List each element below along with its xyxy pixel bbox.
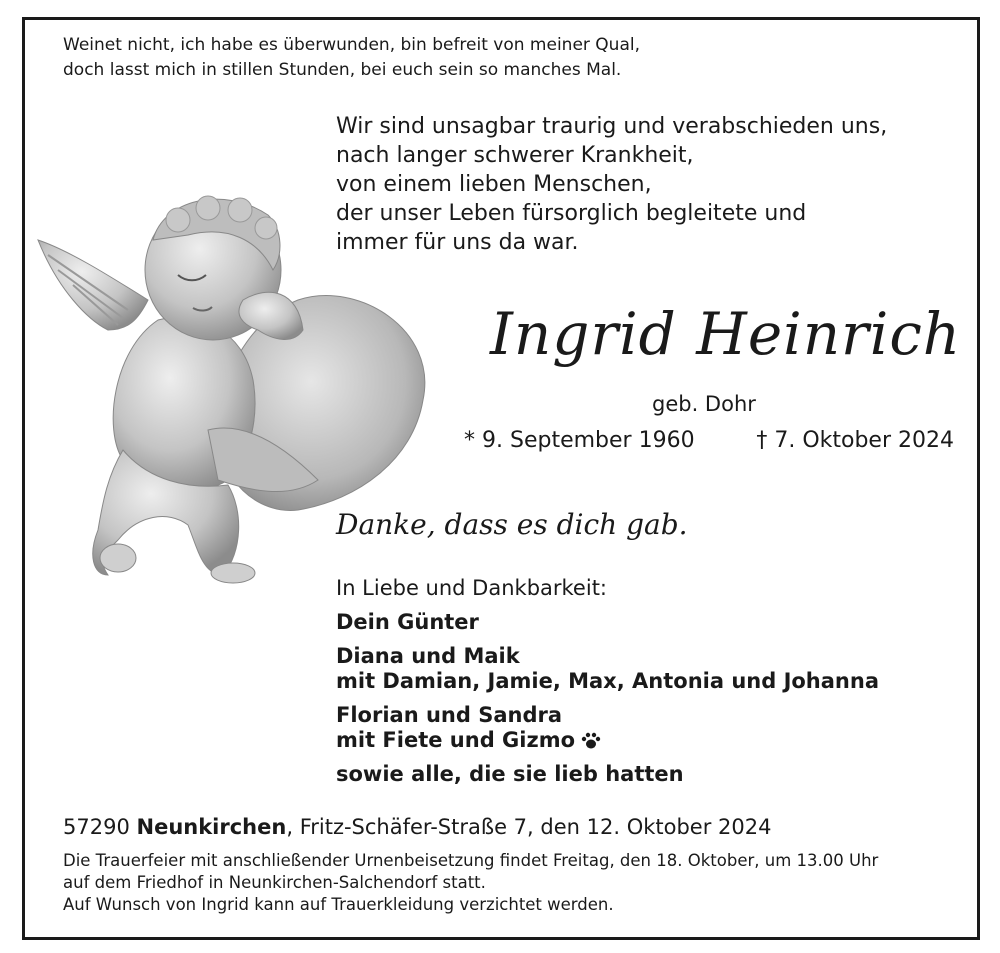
family-line-pets xyxy=(336,728,879,753)
life-dates xyxy=(464,428,954,453)
family-line: mit Fiete und Gizmo xyxy=(336,728,576,752)
note-line: Die Trauerfeier mit anschließender Urnenbeisetzung findet Freitag, den 18. Oktober, um 13.00 Uhr xyxy=(63,851,879,870)
note-line: auf dem Friedhof in Neunkirchen-Salchendorf statt. xyxy=(63,873,486,892)
note-line: Auf Wunsch von Ingrid kann auf Trauerkleidung verzichtet werden. xyxy=(63,895,614,914)
thanks-line: Danke, dass es dich gab. xyxy=(336,508,688,541)
family-line: Dein Günter xyxy=(336,610,479,634)
love-line: In Liebe und Dankbarkeit: xyxy=(336,576,608,600)
family-line: sowie alle, die sie lieb hatten xyxy=(336,762,684,786)
death-date: † 7. Oktober 2024 xyxy=(756,428,954,453)
deceased-name: Ingrid Heinrich xyxy=(490,300,962,368)
poem xyxy=(63,33,640,83)
address-rest: , Fritz-Schäfer-Straße 7, den 12. Oktober 2024 xyxy=(286,815,772,839)
family-list xyxy=(336,610,879,787)
birth-date: * 9. September 1960 xyxy=(464,428,695,453)
intro-line: Wir sind unsagbar traurig und verabschieden uns, xyxy=(336,114,888,139)
intro-line: nach langer schwerer Krankheit, xyxy=(336,143,694,168)
intro-line: von einem lieben Menschen, xyxy=(336,172,652,197)
family-line: Florian und Sandra xyxy=(336,703,563,727)
funeral-notes xyxy=(63,850,878,916)
intro-line: der unser Leben fürsorglich begleitete und xyxy=(336,201,807,226)
poem-line: doch lasst mich in stillen Stunden, bei euch sein so manches Mal. xyxy=(63,60,622,80)
poem-line: Weinet nicht, ich habe es überwunden, bin befreit von meiner Qual, xyxy=(63,35,641,55)
address-zip: 57290 xyxy=(63,815,130,839)
maiden-name: geb. Dohr xyxy=(652,392,756,416)
paw-icon xyxy=(581,732,601,750)
family-line: Diana und Maik xyxy=(336,644,520,668)
family-line: mit Damian, Jamie, Max, Antonia und Johanna xyxy=(336,669,879,693)
address-city: Neunkirchen xyxy=(136,815,287,839)
address-line xyxy=(63,815,771,839)
intro-line: immer für uns da war. xyxy=(336,230,579,255)
